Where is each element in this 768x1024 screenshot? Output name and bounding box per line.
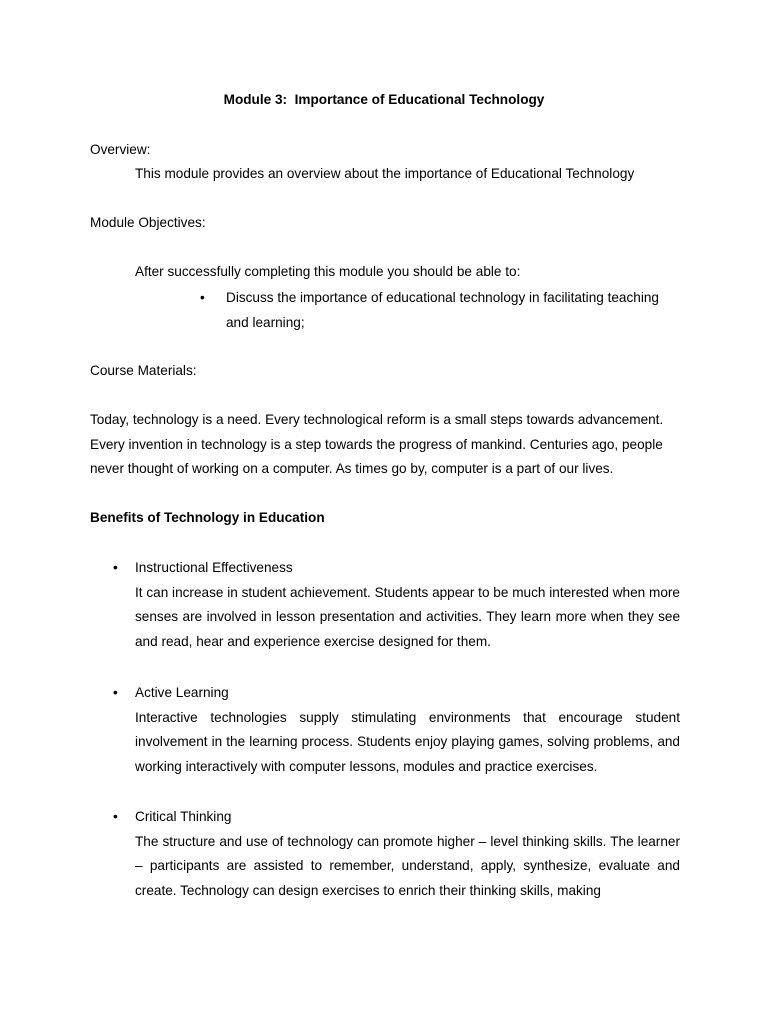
benefit-title: Active Learning (135, 685, 229, 700)
benefit-item-instructional-effectiveness (90, 556, 680, 654)
bullet-icon: • (113, 809, 118, 824)
benefit-text: The structure and use of technology can promote higher – level thinking skills. The learner – participants are assisted to remember, understand, apply, synthesize, evaluate and create. Technology can design exercises to enrich their thinking skills, making (135, 833, 680, 898)
benefits-heading: Benefits of Technology in Education (90, 510, 325, 525)
objective-item (200, 286, 680, 335)
objectives-label: Module Objectives: (90, 215, 206, 230)
benefit-title: Instructional Effectiveness (135, 560, 293, 575)
benefit-title: Critical Thinking (135, 809, 232, 824)
objective-text: Discuss the importance of educational technology in facilitating teaching and learning; (226, 290, 659, 330)
benefit-item-critical-thinking (90, 805, 680, 903)
page-title: Module 3: Importance of Educational Technology (223, 92, 545, 107)
bullet-icon: • (113, 560, 118, 575)
bullet-icon: • (200, 290, 205, 305)
overview-label: Overview: (90, 142, 151, 157)
benefit-item-active-learning (90, 681, 680, 779)
objectives-intro: After successfully completing this module you should be able to: (135, 264, 521, 279)
benefit-text: Interactive technologies supply stimulating environments that encourage student involvement in the learning process. Students enjoy playing games, solving problems, and working interactively with computer lessons, modules and practice exercises. (135, 709, 680, 774)
materials-label: Course Materials: (90, 363, 197, 378)
bullet-icon: • (113, 685, 118, 700)
overview-text: This module provides an overview about the importance of Educational Technology (135, 166, 635, 181)
benefit-text: It can increase in student achievement. Students appear to be much interested when more senses are involved in lesson presentation and activities. They learn more when they see and read, hear and experience exercise designed for them. (135, 584, 680, 649)
intro-paragraph: Today, technology is a need. Every technological reform is a small steps towards advancement. Every invention in technology is a step towards the progress of mankind. Centuries ago, people never thought of working on a computer. As times go by, computer is a part of our lives. (90, 412, 664, 477)
